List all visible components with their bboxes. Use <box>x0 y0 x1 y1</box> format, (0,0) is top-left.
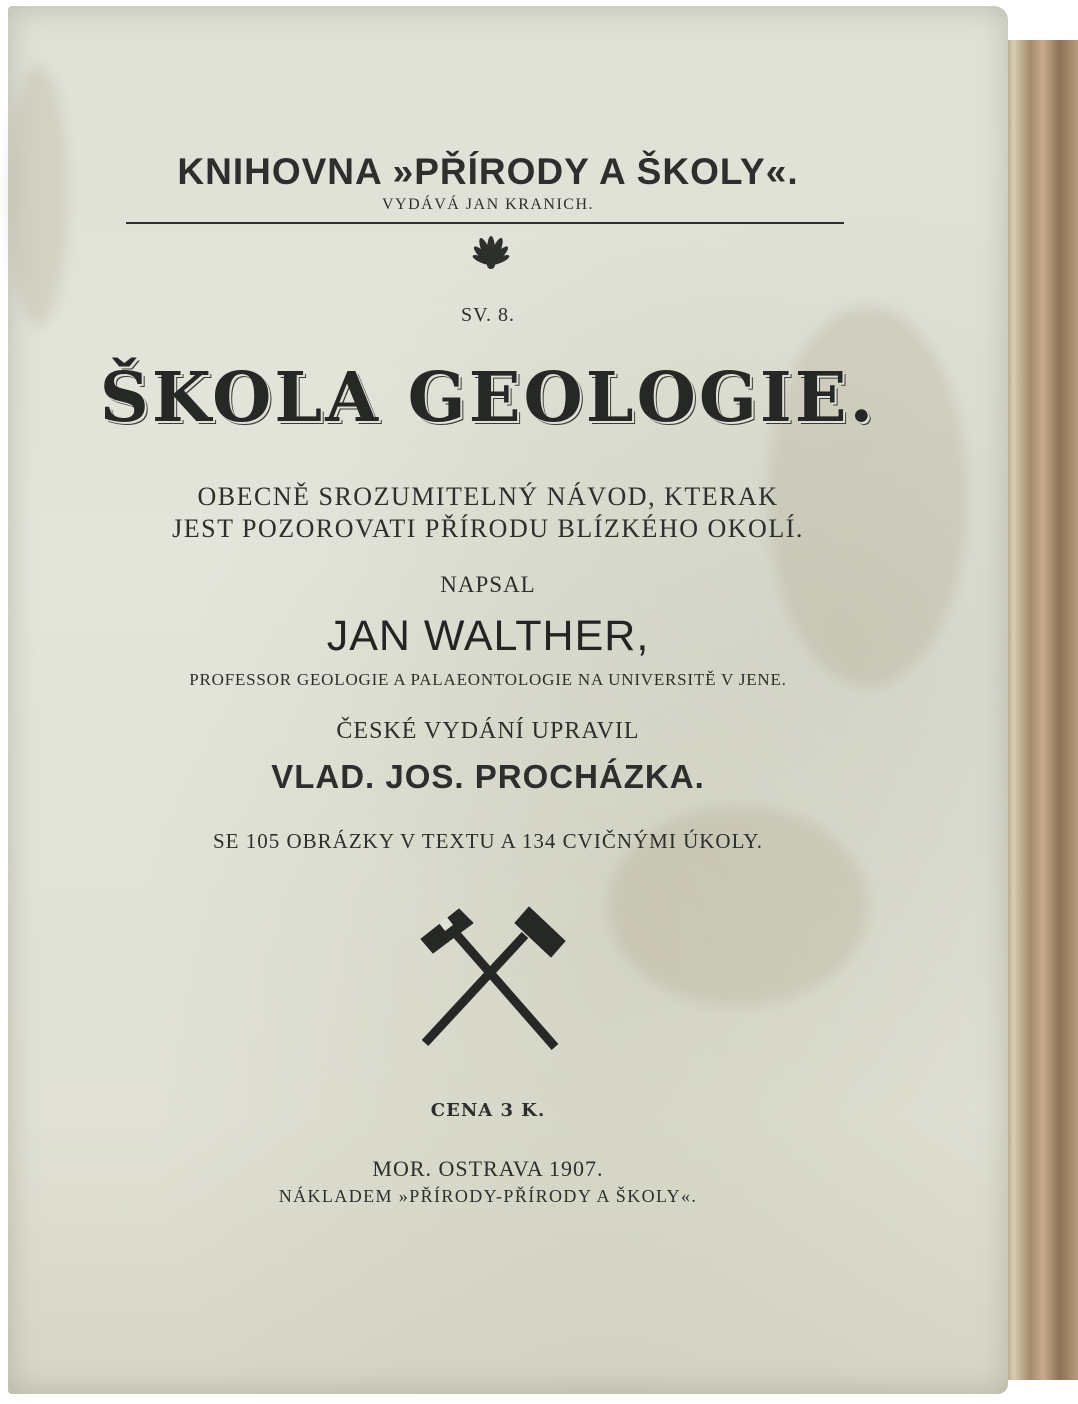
volume-number: SV. 8. <box>461 304 515 326</box>
editor-label: ČESKÉ VYDÁNÍ UPRAVIL <box>336 718 640 744</box>
author-label: NAPSAL <box>440 572 536 597</box>
subtitle-line-1: OBECNĚ SROZUMITELNÝ NÁVOD, KTERAK <box>197 482 779 511</box>
author-role: PROFESSOR GEOLOGIE A PALAEONTOLOGIE NA UNIVERSITĚ V JENE. <box>189 670 787 689</box>
book-title: ŠKOLA GEOLOGIE. <box>99 358 877 438</box>
crossed-hammers-icon <box>413 901 573 1061</box>
cover-sheet <box>8 6 1008 1394</box>
divider-rule <box>126 222 844 224</box>
place-and-year: MOR. OSTRAVA 1907. <box>372 1156 604 1181</box>
author-name: JAN WALTHER, <box>326 612 650 660</box>
editor-name: VLAD. JOS. PROCHÁZKA. <box>271 758 705 795</box>
imprint: NÁKLADEM »PŘÍRODY-PŘÍRODY A ŠKOLY«. <box>278 1186 698 1206</box>
subtitle-line-2: JEST POZOROVATI PŘÍRODU BLÍZKÉHO OKOLÍ. <box>172 514 804 543</box>
fan-ornament-icon <box>446 230 536 270</box>
price: CENA 3 K. <box>430 1100 546 1121</box>
illustrations-note: SE 105 OBRÁZKY V TEXTU A 134 CVIČNÝMI ÚKOLY. <box>212 829 764 853</box>
publisher-line: VYDÁVÁ JAN KRANICH. <box>381 196 595 213</box>
series-title: KNIHOVNA »PŘÍRODY A ŠKOLY«. <box>177 151 799 192</box>
